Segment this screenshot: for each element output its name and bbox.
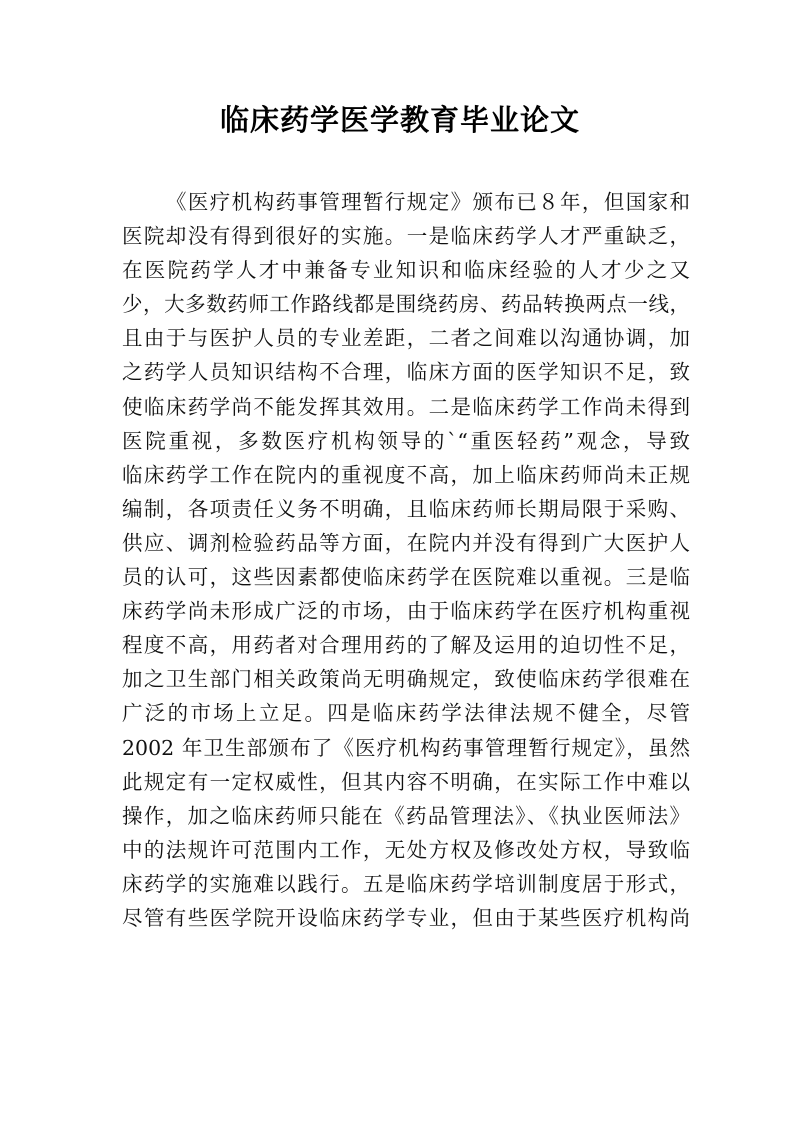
paragraph-line: 使临床药学尚不能发挥其效用。二是临床药学工作尚未得到 [122,394,690,419]
paragraph-line: 且由于与医护人员的专业差距，二者之间难以沟通协调，加 [122,326,690,351]
paragraph-line: 医院重视，多数医疗机构领导的`“重医轻药”观念，导致 [122,428,690,453]
paragraph-line: 医院却没有得到很好的实施。一是临床药学人才严重缺乏， [122,224,690,249]
paragraph-line: 加之卫生部门相关政策尚无明确规定，致使临床药学很难在 [122,667,690,692]
paragraph-line: 广泛的市场上立足。四是临床药学法律法规不健全，尽管 [122,701,690,726]
paragraph-line: 《医疗机构药事管理暂行规定》颁布已８年，但国家和 [166,190,690,214]
paragraph-line: 此规定有一定权威性，但其内容不明确，在实际工作中难以 [122,769,690,794]
paragraph-line: 临床药学工作在院内的重视度不高，加上临床药师尚未正规 [122,462,690,487]
document-title: 临床药学医学教育毕业论文 [219,103,580,137]
paragraph-line: 床药学尚未形成广泛的市场，由于临床药学在医疗机构重视 [122,599,690,624]
document-body [122,185,690,935]
paragraph-line: 操作，加之临床药师只能在《药品管理法》、《执业医师法》 [122,803,690,828]
paragraph-line: 之药学人员知识结构不合理，临床方面的医学知识不足，致 [122,360,690,385]
paragraph-line: 中的法规许可范围内工作，无处方权及修改处方权，导致临 [122,837,690,862]
paragraph-line: 供应、调剂检验药品等方面，在院内并没有得到广大医护人 [122,530,690,555]
paragraph-line: 床药学的实施难以践行。五是临床药学培训制度居于形式， [122,871,690,896]
paragraph-line: 尽管有些医学院开设临床药学专业，但由于某些医疗机构尚 [122,905,690,930]
paragraph-line: 编制，各项责任义务不明确，且临床药师长期局限于采购、 [122,496,690,521]
paragraph-line: 少，大多数药师工作路线都是围绕药房、药品转换两点一线， [122,292,690,317]
paragraph-line: 程度不高，用药者对合理用药的了解及运用的迫切性不足， [122,633,690,658]
paragraph-line: 员的认可，这些因素都使临床药学在医院难以重视。三是临 [122,565,690,590]
paragraph-line: 在医院药学人才中兼备专业知识和临床经验的人才少之又 [122,258,690,283]
paragraph-line: 2002 年卫生部颁布了《医疗机构药事管理暂行规定》，虽然 [122,735,690,760]
